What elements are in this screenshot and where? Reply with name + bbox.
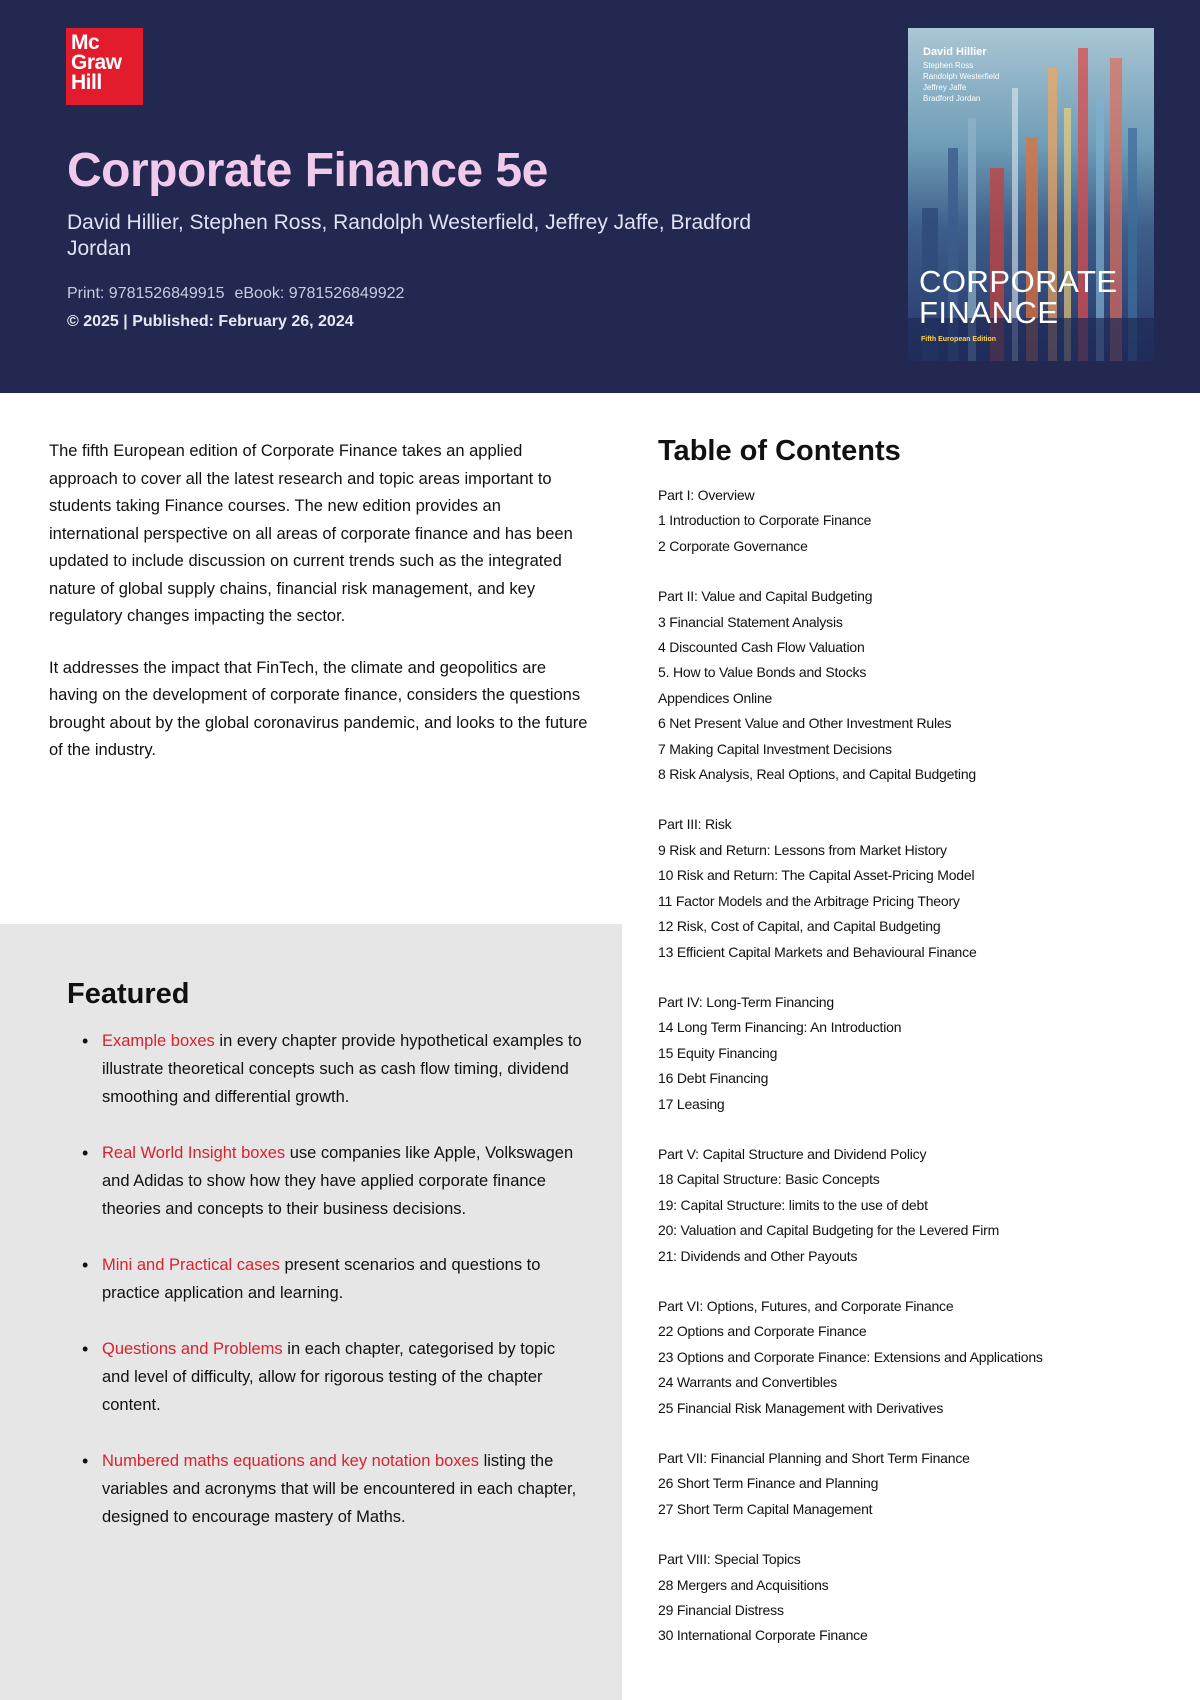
toc-chapter: 16 Debt Financing: [658, 1070, 769, 1087]
toc-part: [658, 1547, 1178, 1649]
cover-edition: Fifth European Edition: [921, 336, 997, 343]
featured-item-highlight: Questions and Problems: [102, 1340, 283, 1358]
featured-item-text: in each chapter, categorised by topic and level of difficulty, allow for rigorous testing of the chapter content.: [102, 1340, 556, 1414]
toc-chapter: 21: Dividends and Other Payouts: [658, 1247, 858, 1264]
header-banner: [0, 0, 1200, 393]
toc-chapter: 19: Capital Structure: limits to the use of debt: [658, 1196, 928, 1213]
featured-list: [82, 1027, 582, 1559]
toc-part-title: Part II: Value and Capital Budgeting: [658, 588, 873, 605]
toc-chapter: 26 Short Term Finance and Planning: [658, 1475, 879, 1492]
toc-chapter: 27 Short Term Capital Management: [658, 1500, 873, 1517]
toc-part-title: Part V: Capital Structure and Dividend Policy: [658, 1145, 927, 1162]
isbn-ebook: eBook: 9781526849922: [234, 285, 405, 302]
toc-chapter: 10 Risk and Return: The Capital Asset-Pricing Model: [658, 867, 975, 884]
toc-chapter: 30 International Corporate Finance: [658, 1627, 868, 1644]
featured-item-highlight: Mini and Practical cases: [102, 1256, 280, 1274]
toc-chapter: 14 Long Term Financing: An Introduction: [658, 1019, 902, 1036]
featured-item-highlight: Example boxes: [102, 1032, 215, 1050]
isbn-print: Print: 9781526849915: [67, 285, 225, 302]
toc-part: [658, 1294, 1178, 1421]
featured-item: [82, 1335, 582, 1419]
featured-heading: Featured: [67, 978, 190, 1010]
toc-part-title: Part VIII: Special Topics: [658, 1551, 801, 1568]
toc-chapter: 22 Options and Corporate Finance: [658, 1323, 867, 1340]
toc-chapter: 28 Mergers and Acquisitions: [658, 1576, 829, 1593]
cover-title: CORPORATE FINANCE: [919, 264, 1118, 330]
featured-item-highlight: Numbered maths equations and key notation boxes: [102, 1452, 479, 1470]
toc-chapter: 8 Risk Analysis, Real Options, and Capital Budgeting: [658, 766, 977, 783]
toc-chapter: 29 Financial Distress: [658, 1602, 784, 1619]
toc-part-title: Part III: Risk: [658, 816, 732, 833]
toc-part-title: Part IV: Long-Term Financing: [658, 993, 834, 1010]
description-paragraph-2: It addresses the impact that FinTech, the climate and geopolitics are having on the development of corporate finance, considers the questions brought about by the global coronavirus pandemic, and looks to the future of the industry.: [49, 658, 588, 759]
toc-part: [658, 584, 1178, 787]
cover-authors: David Hillier Stephen Ross Randolph Westerfield Jeffrey Jaffe Bradford Jordan: [923, 46, 1000, 103]
featured-item-text: use companies like Apple, Volkswagen and Adidas to show how they have applied corporate finance theories and concepts to their business decisions.: [102, 1144, 574, 1218]
toc-chapter: 12 Risk, Cost of Capital, and Capital Budgeting: [658, 918, 941, 935]
toc-chapter: 1 Introduction to Corporate Finance: [658, 512, 872, 529]
toc-part: [658, 990, 1178, 1117]
toc-chapter: 2 Corporate Governance: [658, 537, 808, 554]
book-cover-image: [908, 28, 1154, 361]
toc-chapter: 9 Risk and Return: Lessons from Market History: [658, 841, 947, 858]
featured-item: [82, 1139, 582, 1223]
publication-date: © 2025 | Published: February 26, 2024: [67, 313, 354, 330]
mcgraw-hill-logo: Mc Graw Hill: [66, 28, 143, 105]
toc-chapter: 23 Options and Corporate Finance: Extensions and Applications: [658, 1348, 1043, 1365]
featured-item-text: in every chapter provide hypothetical examples to illustrate theoretical concepts such as cash flow timing, dividend smoothing and differential growth.: [102, 1032, 582, 1106]
toc-chapter: 5. How to Value Bonds and Stocks: [658, 664, 867, 681]
toc-chapter: 6 Net Present Value and Other Investment Rules: [658, 715, 952, 732]
toc-chapter: Appendices Online: [658, 689, 773, 706]
featured-item: [82, 1251, 582, 1307]
toc-chapter: 18 Capital Structure: Basic Concepts: [658, 1171, 880, 1188]
featured-item-highlight: Real World Insight boxes: [102, 1144, 286, 1162]
toc-part: [658, 1446, 1178, 1522]
featured-section: [0, 924, 622, 1700]
toc-part-title: Part I: Overview: [658, 487, 755, 503]
toc-chapter: 24 Warrants and Convertibles: [658, 1374, 838, 1391]
isbn-line: [67, 285, 404, 303]
toc-heading: Table of Contents: [658, 435, 901, 467]
featured-item: [82, 1027, 582, 1111]
book-description: [49, 438, 589, 765]
description-paragraph-1: The fifth European edition of Corporate Finance takes an applied approach to cover all the latest research and topic areas important to students taking Finance courses. The new edition provides an international perspective on all areas of corporate finance and has been updated to include discussion on current trends such as the integrated nature of global supply chains, financial risk management, and key regulatory changes impacting the sector.: [49, 442, 573, 625]
toc-part: [658, 812, 1178, 964]
toc-chapter: 20: Valuation and Capital Budgeting for the Levered Firm: [658, 1222, 1000, 1239]
toc-part-title: Part VII: Financial Planning and Short Term Finance: [658, 1450, 970, 1466]
book-authors: David Hillier, Stephen Ross, Randolph Westerfield, Jeffrey Jaffe, Bradford Jordan: [67, 211, 752, 260]
toc-chapter: 3 Financial Statement Analysis: [658, 613, 843, 630]
featured-item-text: listing the variables and acronyms that will be encountered in each chapter, designed to encourage mastery of Maths.: [102, 1452, 577, 1526]
book-title: Corporate Finance 5e: [67, 144, 548, 197]
toc-part-title: Part VI: Options, Futures, and Corporate Finance: [658, 1297, 954, 1314]
toc-chapter: 4 Discounted Cash Flow Valuation: [658, 639, 865, 656]
toc-chapter: 7 Making Capital Investment Decisions: [658, 740, 892, 757]
toc-part: [658, 483, 1178, 559]
featured-item: [82, 1447, 582, 1531]
toc-chapter: 15 Equity Financing: [658, 1044, 778, 1061]
table-of-contents: [658, 483, 1178, 1674]
toc-part: [658, 1142, 1178, 1269]
toc-chapter: 17 Leasing: [658, 1095, 725, 1112]
toc-chapter: 11 Factor Models and the Arbitrage Pricing Theory: [658, 892, 960, 909]
featured-item-text: present scenarios and questions to practice application and learning.: [102, 1256, 541, 1302]
toc-chapter: 13 Efficient Capital Markets and Behavioural Finance: [658, 943, 977, 960]
toc-chapter: 25 Financial Risk Management with Derivatives: [658, 1399, 944, 1416]
